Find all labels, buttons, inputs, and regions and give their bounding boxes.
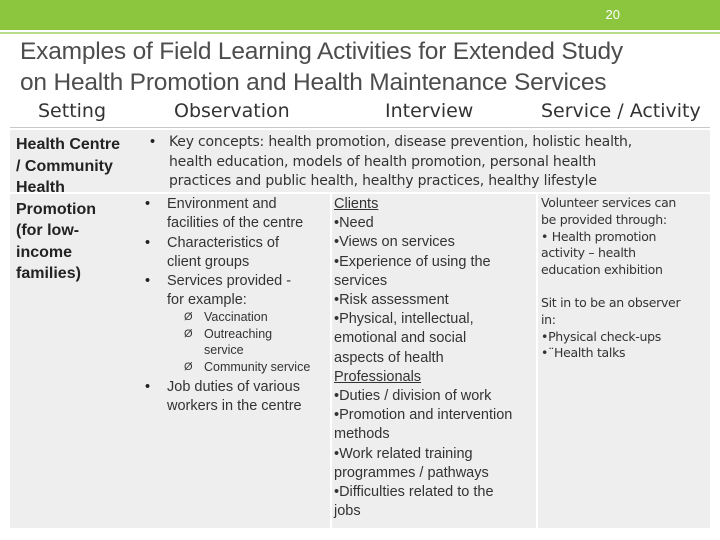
- column-divider: [536, 194, 538, 528]
- interview-line: services: [334, 272, 388, 289]
- interview-line: jobs: [334, 503, 361, 520]
- observation-item-job-duties: [167, 378, 302, 416]
- service-line: be provided through:: [541, 211, 667, 227]
- setting-line: income: [16, 243, 73, 261]
- service-line: Volunteer services can: [541, 195, 677, 210]
- arrow-bullet-icon: Ø: [184, 361, 193, 373]
- interview-line: •Views on services: [334, 234, 455, 251]
- setting-cell: [16, 134, 146, 285]
- volunteer-services: [541, 195, 711, 279]
- interview-line: •Promotion and intervention: [334, 407, 513, 424]
- service-example: Community service: [204, 360, 311, 374]
- interview-line: •Physical, intellectual,: [334, 311, 474, 328]
- observation-item-services: [167, 272, 291, 310]
- setting-line: Health Centre: [16, 136, 121, 153]
- bullet: •: [145, 273, 151, 289]
- key-concepts-line: health education, models of health promotion, personal health: [169, 153, 597, 170]
- observation-line: facilities of the centre: [167, 215, 304, 232]
- header-rule: [10, 127, 710, 128]
- setting-line: Health: [16, 179, 65, 196]
- header-setting: Setting: [38, 100, 107, 122]
- observation-line: Services provided -: [167, 273, 292, 289]
- observation-item-clients: [167, 234, 279, 272]
- professionals-heading: Professionals: [334, 368, 422, 385]
- setting-line: Promotion: [16, 200, 96, 218]
- header-observation: Observation: [174, 100, 290, 122]
- header-interview: Interview: [385, 100, 474, 122]
- column-divider: [330, 194, 332, 528]
- bullet: •: [145, 235, 151, 251]
- observation-line: workers in the centre: [167, 398, 302, 415]
- title-line-2: on Health Promotion and Health Maintenance Services: [20, 69, 607, 96]
- setting-line: (for low-: [16, 222, 80, 239]
- service-line: Sit in to be an observer: [541, 295, 681, 310]
- bullet: •: [145, 196, 151, 212]
- interview-line: •Experience of using the: [334, 253, 491, 270]
- interview-line: •Risk assessment: [334, 292, 449, 309]
- interview-line: •Work related training: [334, 445, 473, 462]
- observation-line: client groups: [167, 254, 250, 271]
- observation-item-environment: [167, 195, 303, 233]
- interview-line: aspects of health: [334, 349, 444, 366]
- service-line: •Physical check-ups: [541, 328, 661, 344]
- setting-line: / Community: [16, 157, 113, 175]
- setting-line: families): [16, 265, 81, 282]
- service-line: in:: [541, 311, 556, 327]
- banner-divider: [0, 32, 720, 34]
- interview-line: •Duties / division of work: [334, 388, 492, 405]
- arrow-bullet-icon: Ø: [184, 328, 193, 340]
- slide-title: [20, 36, 710, 98]
- interview-line: programmes / pathways: [334, 464, 489, 481]
- observation-line: Job duties of various: [167, 379, 300, 395]
- observation-line: Characteristics of: [167, 235, 280, 251]
- service-example: service: [204, 343, 244, 357]
- interview-cell: [334, 195, 534, 521]
- bullet: •: [145, 379, 151, 395]
- service-example: Vaccination: [204, 310, 268, 324]
- service-example: Outreaching: [204, 327, 273, 341]
- header-service-activity: Service / Activity: [541, 100, 701, 122]
- interview-line: methods: [334, 426, 390, 443]
- service-line: •¨Health talks: [541, 345, 626, 361]
- interview-line: emotional and social: [334, 330, 467, 347]
- page-number: 20: [605, 7, 620, 22]
- key-concepts-line: practices and public health, healthy practices, healthy lifestyle: [169, 173, 597, 189]
- service-line: activity – health: [541, 245, 636, 261]
- key-concepts-line: Key concepts: health promotion, disease prevention, holistic health,: [169, 134, 632, 150]
- observation-line: Environment and: [167, 196, 277, 212]
- clients-heading: Clients: [334, 196, 379, 212]
- arrow-bullet-icon: Ø: [184, 311, 193, 323]
- key-concepts: [169, 133, 689, 192]
- observation-line: for example:: [167, 292, 247, 309]
- interview-line: •Difficulties related to the: [334, 484, 494, 501]
- service-line: • Health promotion: [541, 228, 657, 244]
- service-line: education exhibition: [541, 262, 663, 278]
- title-line-1: Examples of Field Learning Activities for Extended Study: [20, 38, 623, 65]
- bullet: •: [150, 134, 156, 150]
- observer-activities: [541, 295, 711, 362]
- interview-line: •Need: [334, 215, 374, 232]
